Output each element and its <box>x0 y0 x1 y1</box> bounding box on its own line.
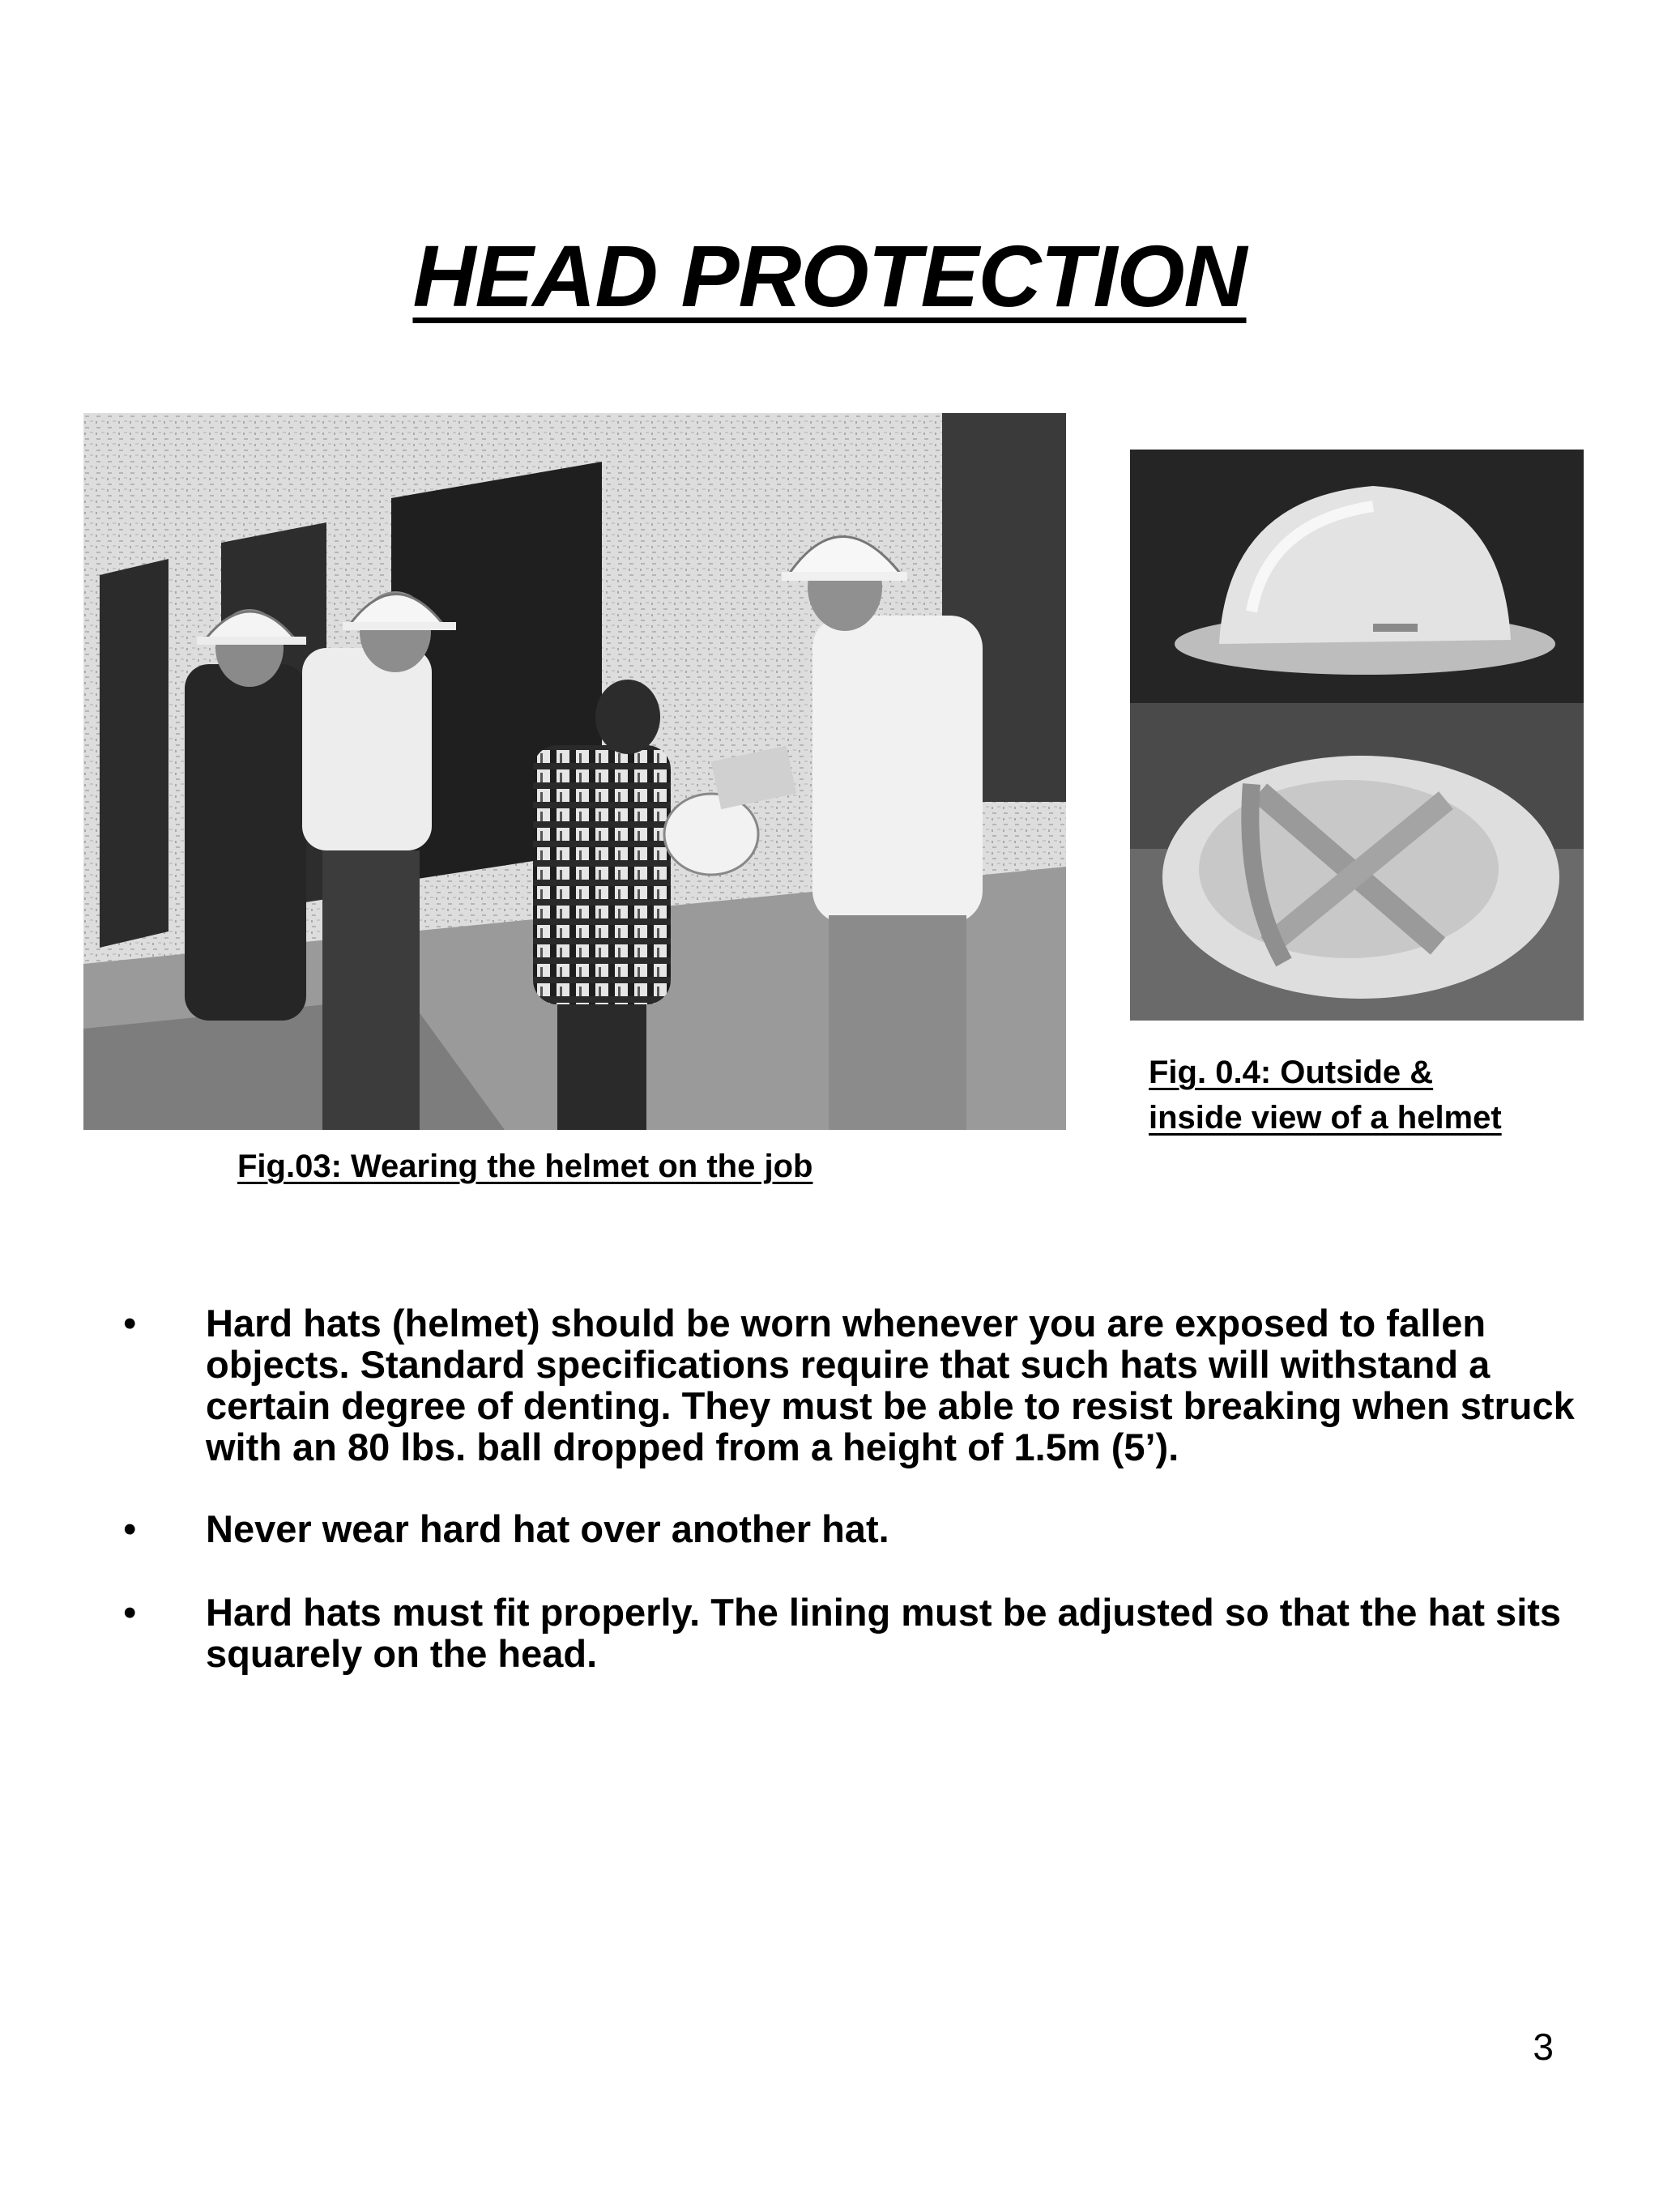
bullet-marker: • <box>123 1507 137 1550</box>
bullet-item <box>113 1302 1588 1468</box>
bullet-text: Never wear hard hat over another hat. <box>206 1507 889 1550</box>
bullet-marker: • <box>123 1302 137 1345</box>
figure-04-caption-line1: Fig. 0.4: Outside & <box>1149 1055 1434 1090</box>
bullet-item <box>113 1508 1588 1549</box>
page-title: HEAD PROTECTION <box>412 227 1247 325</box>
helmet-outside-view-photo <box>1130 450 1584 707</box>
bullet-text: Hard hats (helmet) should be worn whenever you are exposed to fallen objects. Standard specifications require that such hats will withstand a certain degree of denting. They must be able to resist breaking when struck with an 80 lbs. ball dropped from a height of 1.5m (5’). <box>206 1302 1575 1468</box>
bullet-marker: • <box>123 1591 137 1634</box>
helmet-inside-view-photo <box>1130 703 1584 1021</box>
bullet-list <box>113 1302 1588 1715</box>
workers-photo-illustration <box>83 413 1066 1130</box>
page-number: 3 <box>1533 2026 1554 2068</box>
bullet-item <box>113 1592 1588 1674</box>
workers-wearing-helmets-photo <box>83 413 1066 1130</box>
bullet-text: Hard hats must fit properly. The lining must be adjusted so that the hat sits squarely on the head. <box>206 1591 1562 1675</box>
figure-04-caption-line2: inside view of a helmet <box>1149 1100 1502 1136</box>
helmet-inside-illustration <box>1130 703 1584 1021</box>
figure-03-caption: Fig.03: Wearing the helmet on the job <box>237 1149 813 1184</box>
helmet-outside-illustration <box>1130 450 1584 707</box>
figure-04-caption <box>1149 1050 1602 1140</box>
